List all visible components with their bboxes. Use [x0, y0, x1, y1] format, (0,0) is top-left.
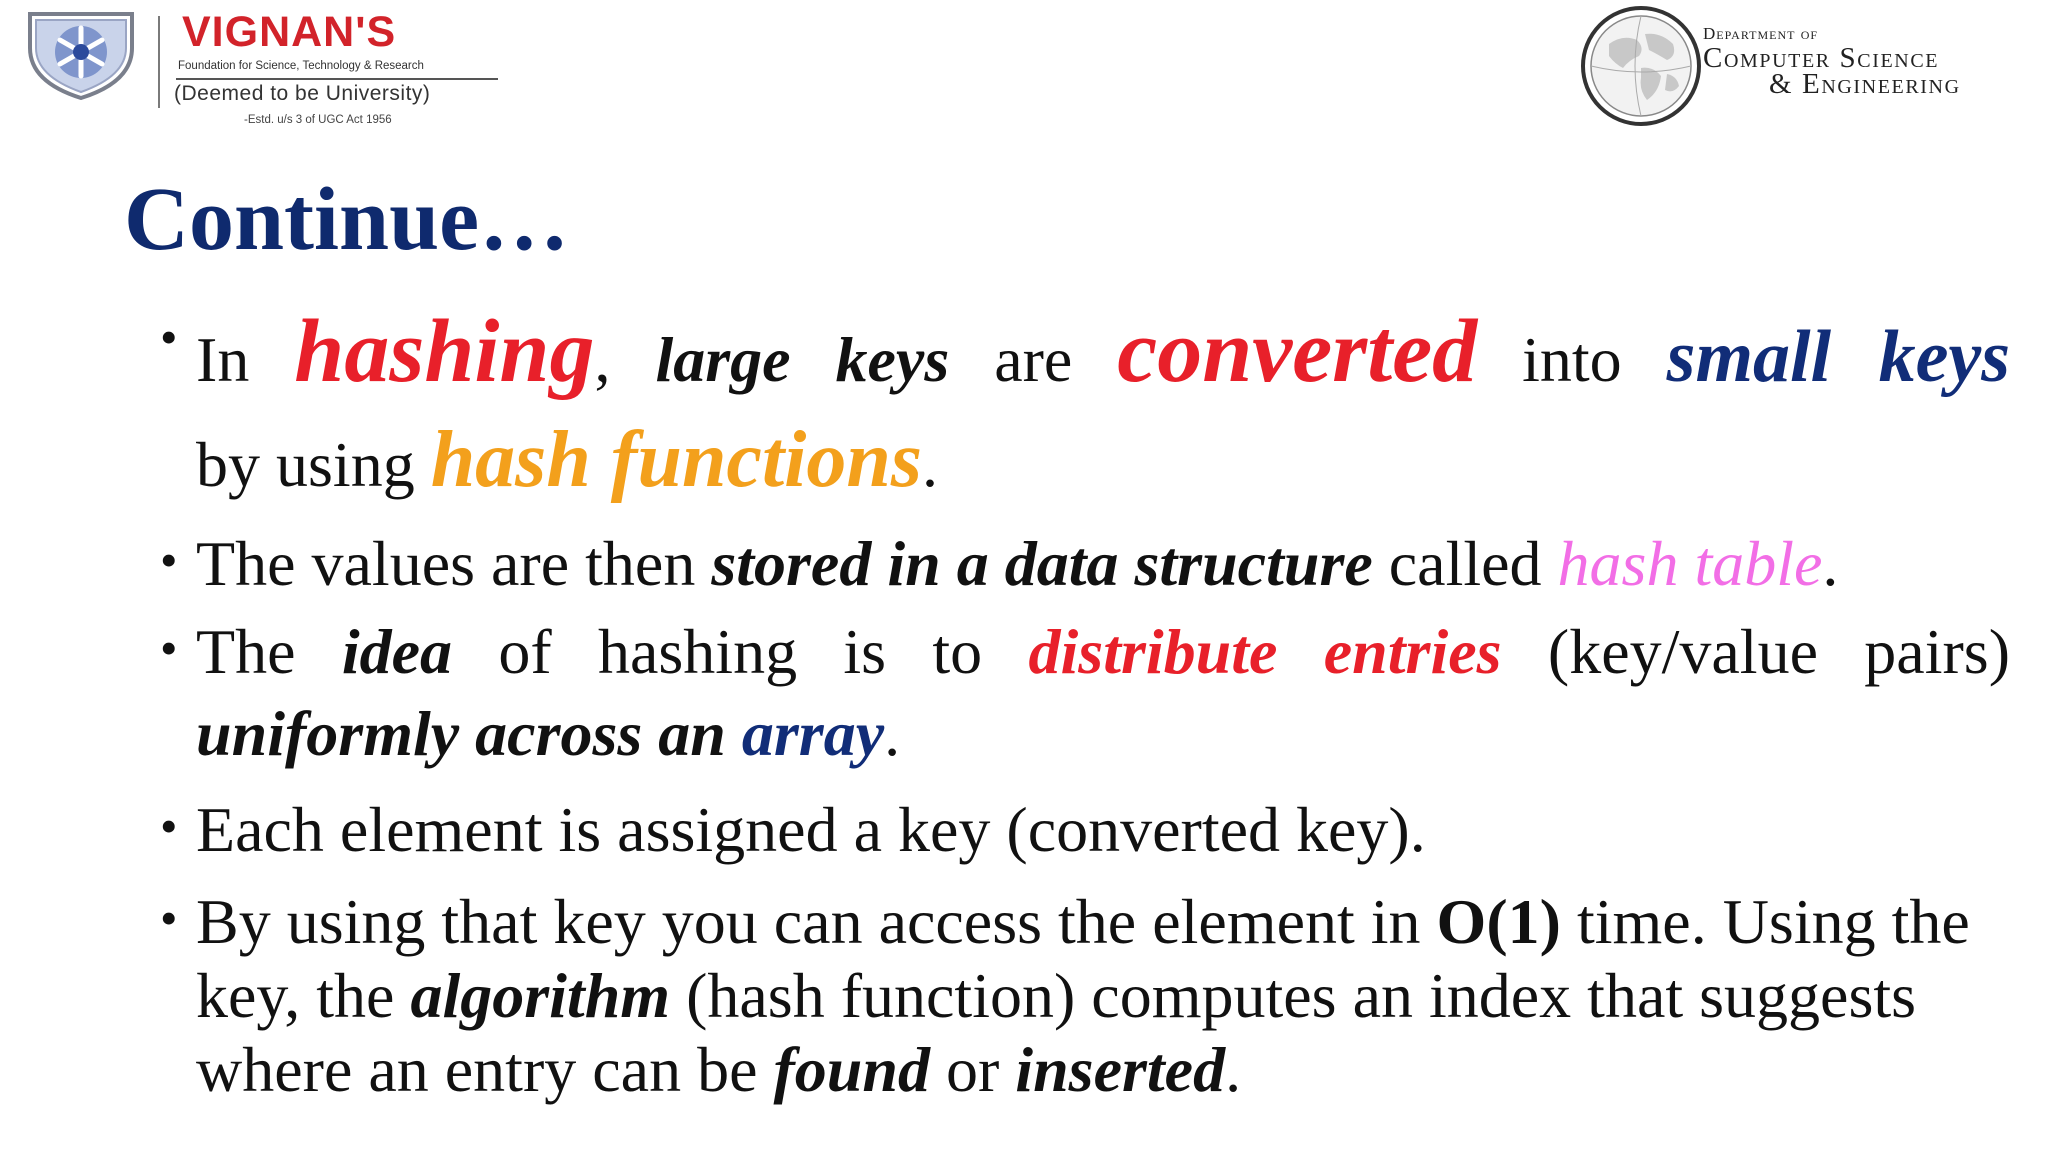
text: In [196, 324, 295, 395]
distribute-term: distribute entries [1028, 616, 1502, 687]
text: By using that key you can access the element in [196, 886, 1437, 957]
bullet-hashing [152, 300, 2010, 513]
bullet-access [152, 885, 2010, 1107]
text: The [196, 616, 342, 687]
university-deemed: (Deemed to be University) [174, 82, 431, 105]
department-logo [1575, 4, 2045, 128]
text: called [1372, 528, 1558, 599]
text: (hash function) computes an index that suggests where an entry can be [196, 960, 1917, 1105]
hash-table-term: hash table [1557, 528, 1823, 599]
converted-term: converted [1117, 302, 1478, 401]
complexity-term: O(1) [1436, 886, 1561, 957]
text: The values are then [196, 528, 712, 599]
inserted-term: inserted [1015, 1034, 1226, 1105]
hash-functions-term: hash functions [430, 416, 923, 504]
text: . [922, 429, 939, 500]
text: or [929, 1034, 1016, 1105]
university-name: VIGNAN'S [182, 8, 397, 56]
logo-divider [158, 16, 160, 108]
globe-icon [1579, 4, 1703, 128]
university-foundation: Foundation for Science, Technology & Research [178, 60, 424, 72]
text: of hashing is to [452, 616, 1029, 687]
department-name: Computer Science [1703, 42, 1940, 74]
text: . [1225, 1034, 1242, 1105]
text: , [594, 324, 656, 395]
text: by using [196, 429, 431, 500]
bullet-dot: • [160, 309, 178, 365]
bullet-dot: • [160, 890, 178, 946]
small-keys-term: small keys [1666, 316, 2011, 398]
algorithm-term: algorithm [410, 960, 671, 1031]
text: . [1822, 528, 1839, 599]
bullet-hash-table [152, 523, 2010, 605]
large-keys-term: large keys [655, 324, 950, 395]
text: (key/value pairs) [1501, 616, 2011, 687]
vignan-emblem-icon [18, 8, 144, 100]
uniformly-term: uniformly across an [196, 698, 742, 769]
array-term: array [741, 698, 885, 769]
bullet-dot: • [160, 620, 178, 676]
found-term: found [773, 1034, 930, 1105]
hashing-term: hashing [294, 302, 595, 401]
bullet-dot: • [160, 798, 178, 854]
department-label: Department of [1703, 24, 1819, 43]
text: Each element is assigned a key (converted key). [196, 794, 1426, 865]
bullet-line [196, 300, 2010, 412]
text: . [884, 698, 901, 769]
idea-term: idea [341, 616, 453, 687]
stored-term: stored in a data structure [711, 528, 1373, 599]
bullet-dot: • [160, 532, 178, 588]
text: time. Using the key, the [196, 886, 1970, 1031]
text: into [1477, 324, 1667, 395]
department-name-2: & Engineering [1769, 68, 1961, 100]
bullet-list [152, 300, 2010, 1107]
university-logo [18, 8, 488, 126]
bullet-each-element [152, 789, 2010, 871]
university-established: -Estd. u/s 3 of UGC Act 1956 [244, 114, 392, 126]
university-underline [176, 78, 498, 80]
text: are [949, 324, 1118, 395]
bullet-line [196, 412, 2010, 513]
slide-title: Continue… [124, 170, 570, 269]
bullet-line [196, 693, 2010, 775]
bullet-idea [152, 611, 2010, 775]
bullet-line [196, 611, 2010, 693]
